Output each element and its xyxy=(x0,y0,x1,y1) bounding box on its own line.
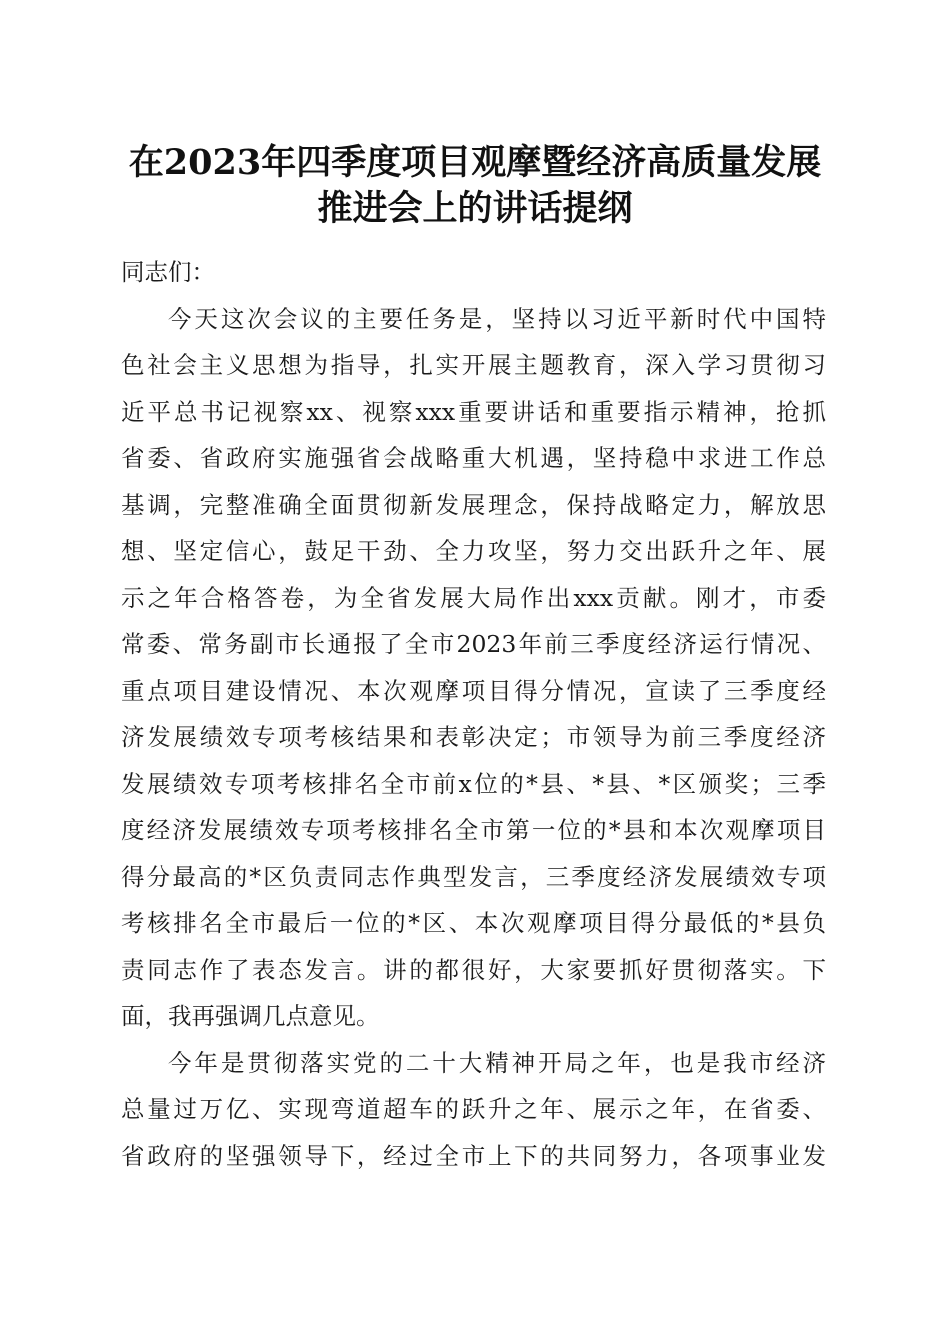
paragraph-line: 考核排名全市最后一位的*区、本次观摩项目得分最低的*县负 xyxy=(121,909,826,937)
paragraph-line: 面，我再强调几点意见。 xyxy=(121,1002,380,1030)
paragraph-line: 省委、省政府实施强省会战略重大机遇，坚持稳中求进工作总 xyxy=(121,444,826,472)
paragraph-line: 省政府的坚强领导下，经过全市上下的共同努力，各项事业发 xyxy=(121,1141,826,1170)
paragraph-line: 基调，完整准确全面贯彻新发展理念，保持战略定力，解放思 xyxy=(121,490,826,519)
paragraph-line: 想、坚定信心，鼓足干劲、全力攻坚，努力交出跃升之年、展 xyxy=(121,537,826,565)
paragraph-line: 责同志作了表态发言。讲的都很好，大家要抓好贯彻落实。下 xyxy=(121,955,826,984)
paragraph-line: 得分最高的*区负责同志作典型发言，三季度经济发展绩效专项 xyxy=(121,862,826,891)
paragraph-line: 济发展绩效专项考核结果和表彰决定；市领导为前三季度经济 xyxy=(121,723,826,751)
paragraph-line: 近平总书记视察xx、视察xxx重要讲话和重要指示精神，抢抓 xyxy=(121,397,826,426)
paragraph-2 xyxy=(121,1040,826,1180)
document-title-line-1: 在2023年四季度项目观摩暨经济高质量发展 xyxy=(128,142,822,183)
paragraph-line: 色社会主义思想为指导，扎实开展主题教育，深入学习贯彻习 xyxy=(121,351,826,379)
paragraph-line: 重点项目建设情况、本次观摩项目得分情况，宣读了三季度经 xyxy=(121,676,826,705)
paragraph-1 xyxy=(121,296,826,1040)
paragraph-line: 示之年合格答卷，为全省发展大局作出xxx贡献。刚才，市委 xyxy=(121,583,826,612)
document-title-line-2: 推进会上的讲话提纲 xyxy=(317,188,633,229)
paragraph-line: 发展绩效专项考核排名全市前x位的*县、*县、*区颁奖；三季 xyxy=(121,769,826,798)
paragraph-line: 常委、常务副市长通报了全市2023年前三季度经济运行情况、 xyxy=(121,630,826,658)
paragraph-line: 今天这次会议的主要任务是，坚持以习近平新时代中国特 xyxy=(168,304,826,333)
greeting: 同志们： xyxy=(121,258,215,286)
paragraph-line: 度经济发展绩效专项考核排名全市第一位的*县和本次观摩项目 xyxy=(121,816,826,844)
document-body xyxy=(121,249,826,1179)
paragraph-line: 今年是贯彻落实党的二十大精神开局之年，也是我市经济 xyxy=(168,1048,826,1077)
paragraph-line: 总量过万亿、实现弯道超车的跃升之年、展示之年，在省委、 xyxy=(121,1095,826,1123)
